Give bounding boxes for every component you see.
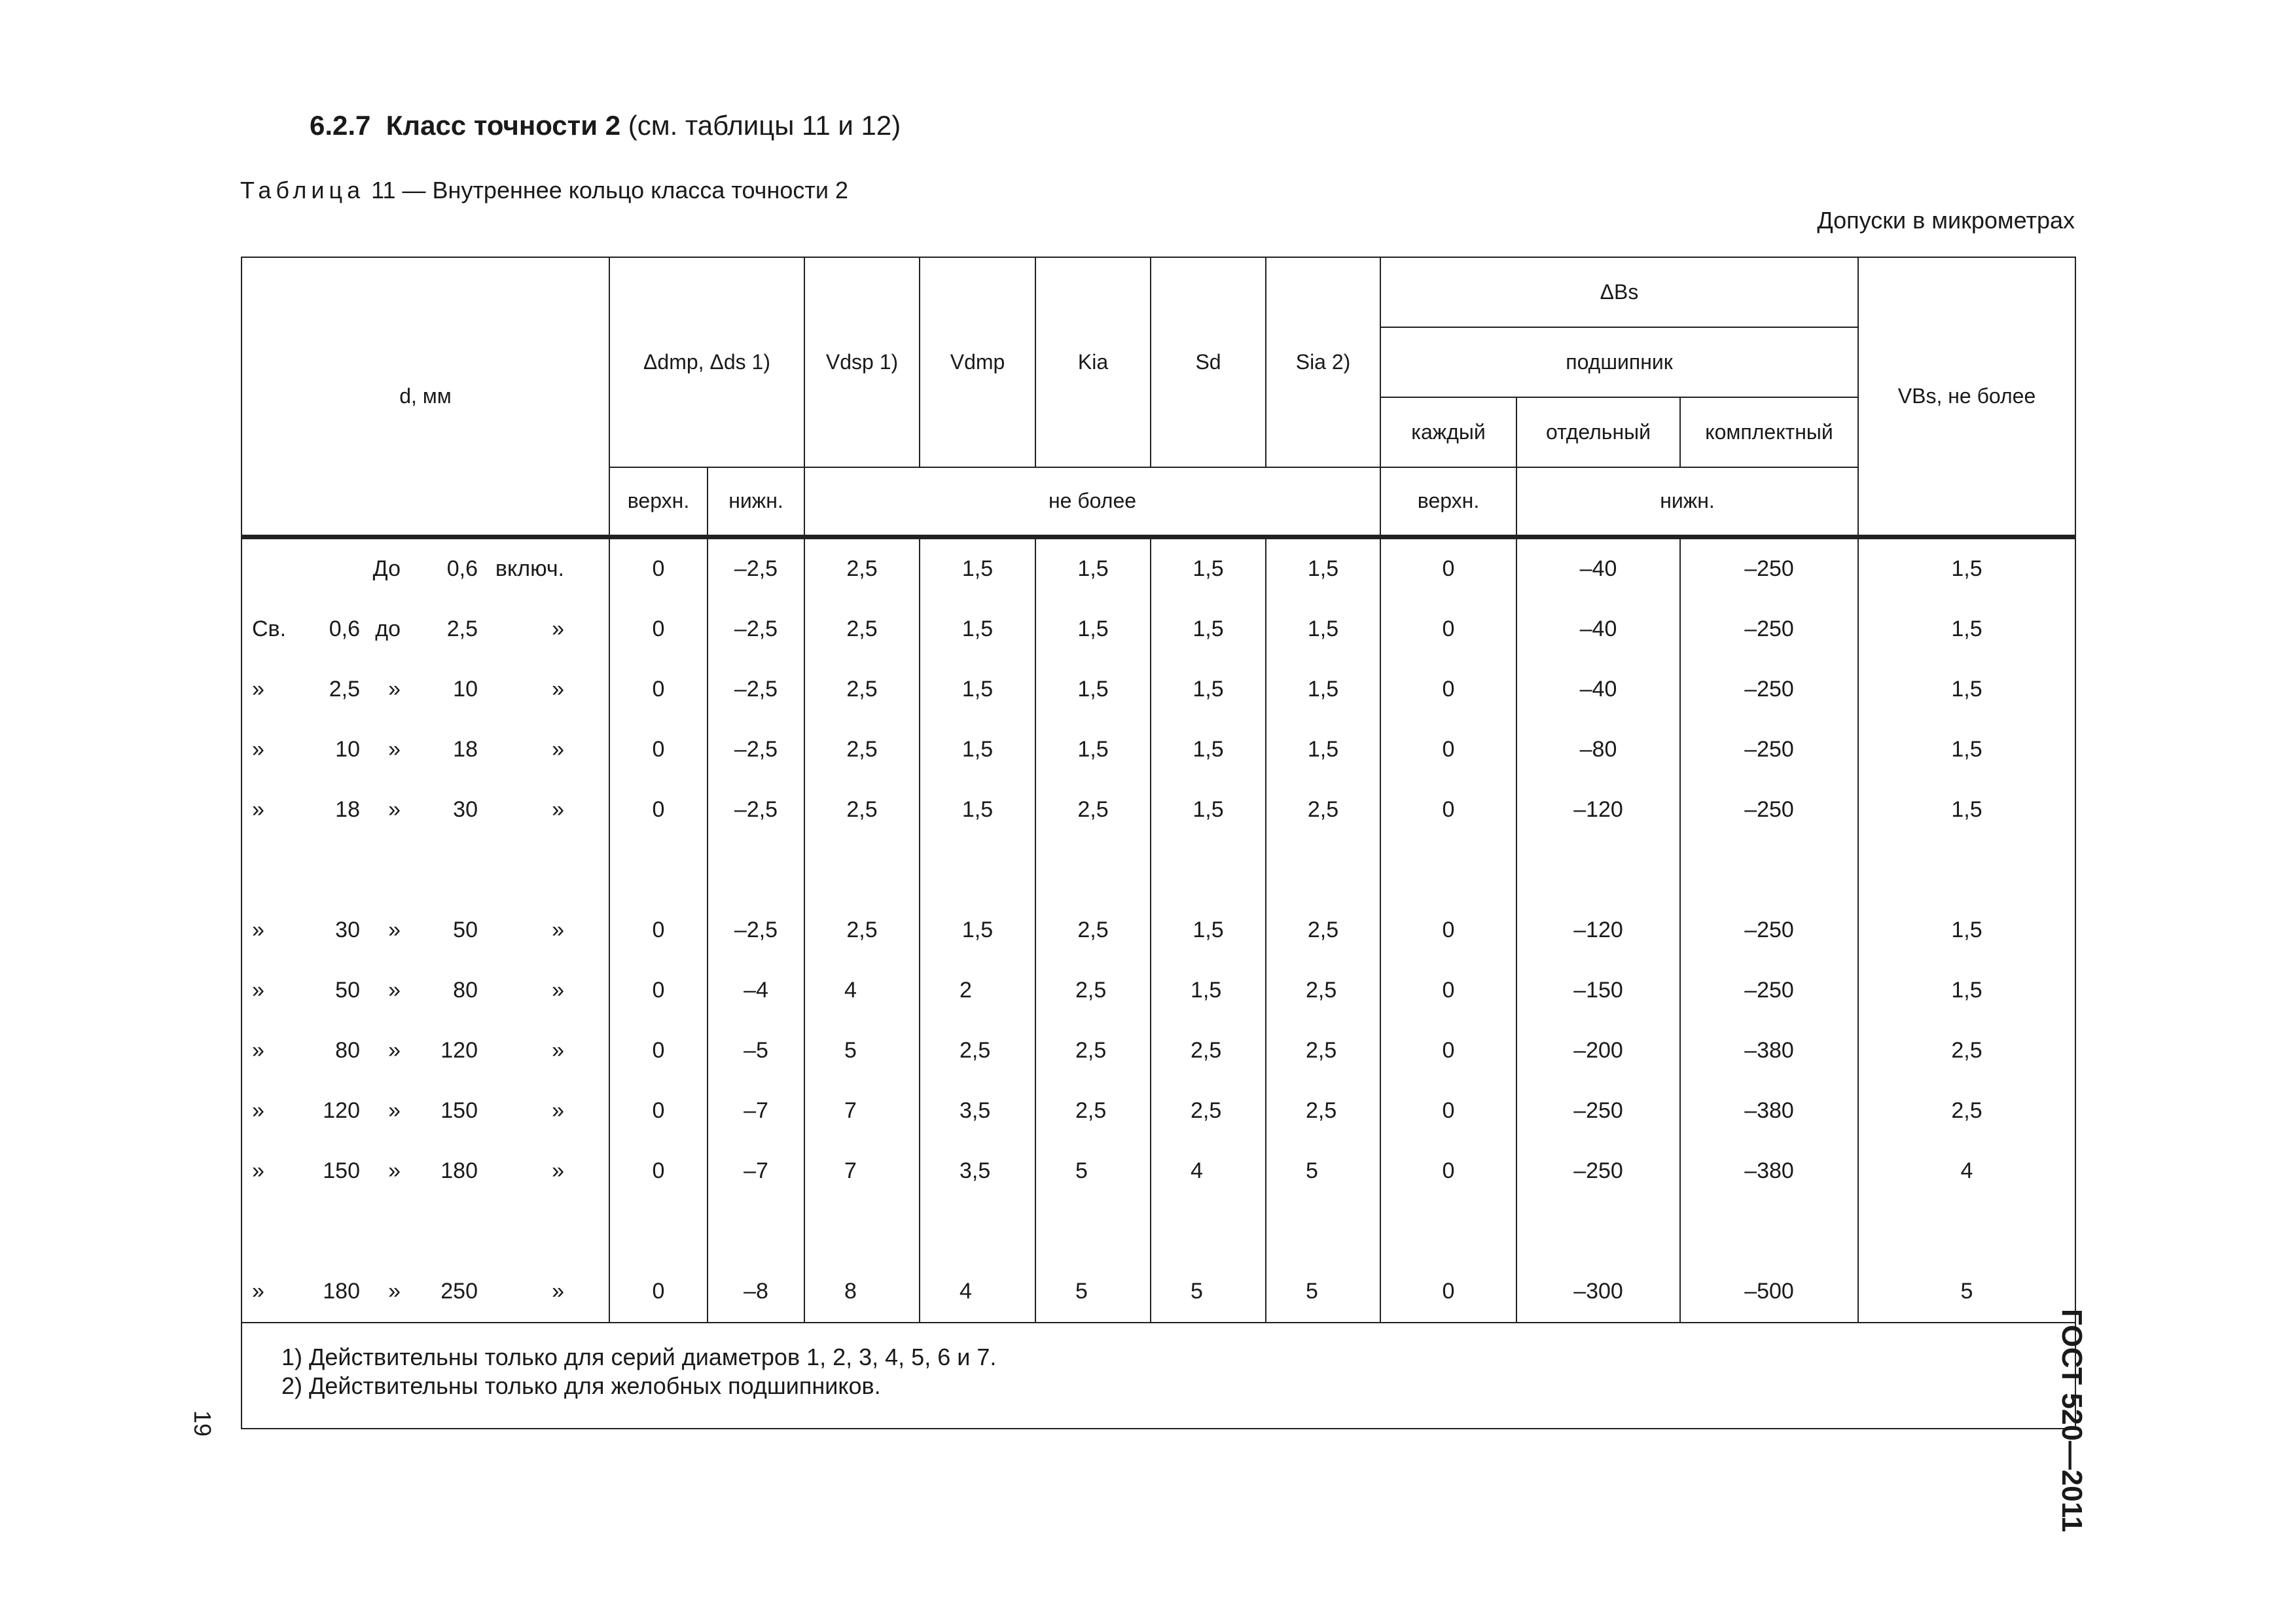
- table-cell: 0: [1380, 720, 1516, 780]
- document-id: ГОСТ 520—2011: [2056, 1309, 2088, 1533]
- diameter-range-part: До: [372, 556, 401, 581]
- table-cell: 1,5: [1858, 901, 2075, 961]
- table-row: [242, 599, 2075, 660]
- diameter-range-part: »: [252, 797, 264, 822]
- table-row: [242, 1262, 2075, 1323]
- table-cell: 0: [609, 1021, 708, 1081]
- tolerance-table: [241, 257, 2076, 1429]
- diameter-range-cell: [242, 660, 609, 720]
- table-cell: 1,5: [920, 660, 1035, 720]
- table-cell: 2,5: [1035, 961, 1151, 1021]
- section-heading: [310, 110, 901, 141]
- table-cell: 2,5: [1266, 780, 1380, 840]
- diameter-range-part: »: [252, 1279, 264, 1304]
- table-cell: 5: [1266, 1262, 1380, 1323]
- table-cell: 5: [1266, 1141, 1380, 1202]
- diameter-range-cell: [242, 780, 609, 840]
- diameter-range-part: »: [388, 918, 401, 942]
- table-cell: –7: [708, 1141, 804, 1202]
- diameter-range-cell: [242, 1021, 609, 1081]
- footnote: 1) Действительны только для серий диаметров 1, 2, 3, 4, 5, 6 и 7.: [281, 1343, 997, 1370]
- diameter-range-part: »: [552, 1038, 564, 1063]
- spacer-row: [242, 840, 2075, 901]
- table-cell: 1,5: [1266, 599, 1380, 660]
- diameter-range-part: 18: [335, 797, 360, 822]
- table-cell: –250: [1680, 660, 1858, 720]
- diameter-range-part: »: [552, 616, 564, 641]
- table-cell: 3,5: [920, 1141, 1035, 1202]
- table-cell: 2: [920, 961, 1035, 1021]
- table-cell: –40: [1516, 599, 1680, 660]
- table-cell: 1,5: [1151, 901, 1266, 961]
- table-cell: 1,5: [920, 901, 1035, 961]
- table-cell: 1,5: [920, 780, 1035, 840]
- table-cell: 1,5: [920, 599, 1035, 660]
- table-cell: 7: [804, 1141, 920, 1202]
- table-cell: –120: [1516, 780, 1680, 840]
- table-row: [242, 1141, 2075, 1202]
- diameter-range-cell: [242, 599, 609, 660]
- table-cell: 4: [804, 961, 920, 1021]
- diameter-range-cell: [242, 901, 609, 961]
- diameter-range-part: »: [552, 797, 564, 822]
- table-cell: 2,5: [1266, 961, 1380, 1021]
- header-single: отдельный: [1516, 397, 1680, 467]
- table-cell: 1,5: [1151, 537, 1266, 599]
- table-cell: 2,5: [804, 720, 920, 780]
- section-title-ref: (см. таблицы 11 и 12): [628, 110, 901, 141]
- diameter-range-part: 0,6: [329, 616, 360, 641]
- table-row: [242, 720, 2075, 780]
- table-cell: 1,5: [1035, 660, 1151, 720]
- table-cell: 2,5: [1858, 1021, 2075, 1081]
- table-cell: –2,5: [708, 660, 804, 720]
- diameter-range-part: 180: [323, 1279, 360, 1304]
- diameter-range-part: 30: [453, 797, 478, 822]
- table-cell: –7: [708, 1081, 804, 1141]
- footnotes-row: [242, 1323, 2075, 1429]
- diameter-range-part: »: [388, 1279, 401, 1304]
- table-cell: 8: [804, 1262, 920, 1323]
- table-cell: 1,5: [1858, 660, 2075, 720]
- diameter-range-part: 10: [453, 677, 478, 702]
- table-cell: 1,5: [920, 720, 1035, 780]
- table-cell: 0: [609, 1141, 708, 1202]
- diameter-range-part: »: [552, 918, 564, 942]
- table-cell: –2,5: [708, 780, 804, 840]
- table-cell: 0: [609, 961, 708, 1021]
- diameter-range-part: »: [252, 1158, 264, 1183]
- table-cell: –500: [1680, 1262, 1858, 1323]
- table-cell: 0: [609, 901, 708, 961]
- table-cell: 0: [1380, 901, 1516, 961]
- table-cell: 4: [1151, 1141, 1266, 1202]
- table-cell: 1,5: [1858, 961, 2075, 1021]
- header-sd: Sd: [1151, 257, 1266, 467]
- diameter-range-part: »: [552, 677, 564, 702]
- table-cell: 0: [1380, 1081, 1516, 1141]
- diameter-range-part: »: [552, 1158, 564, 1183]
- table-cell: –8: [708, 1262, 804, 1323]
- table-cell: 0: [609, 720, 708, 780]
- table-cell: –250: [1680, 599, 1858, 660]
- header-d: d, мм: [242, 257, 609, 537]
- table-cell: 4: [1858, 1141, 2075, 1202]
- diameter-range-part: 180: [440, 1158, 478, 1183]
- diameter-range-part: »: [388, 978, 401, 1003]
- header-lower: нижн.: [708, 467, 804, 537]
- diameter-range-part: »: [552, 978, 564, 1003]
- diameter-range-part: 120: [323, 1098, 360, 1123]
- diameter-range-cell: [242, 1081, 609, 1141]
- table-cell: 2,5: [1266, 1081, 1380, 1141]
- table-cell: –2,5: [708, 720, 804, 780]
- table-cell: 0: [609, 537, 708, 599]
- diameter-range-part: »: [252, 677, 264, 702]
- diameter-range-cell: [242, 537, 609, 599]
- table-cell: 4: [920, 1262, 1035, 1323]
- table-cell: 2,5: [1035, 1081, 1151, 1141]
- table-cell: 2,5: [804, 599, 920, 660]
- diameter-range-part: 150: [440, 1098, 478, 1123]
- diameter-range-part: 250: [440, 1279, 478, 1304]
- table-cell: –250: [1516, 1141, 1680, 1202]
- table-cell: 5: [1035, 1262, 1151, 1323]
- diameter-range-part: 10: [335, 737, 360, 762]
- footnote: 2) Действительны только для желобных подшипников.: [281, 1372, 881, 1399]
- footnotes: [242, 1323, 2075, 1429]
- table-cell: –40: [1516, 660, 1680, 720]
- header-upper: верхн.: [609, 467, 708, 537]
- diameter-range-part: »: [252, 737, 264, 762]
- table-cell: 5: [1151, 1262, 1266, 1323]
- diameter-range-part: »: [388, 1158, 401, 1183]
- table-caption-text: 11 — Внутреннее кольцо класса точности 2: [371, 177, 848, 204]
- header-kia: Kia: [1035, 257, 1151, 467]
- table-cell: –4: [708, 961, 804, 1021]
- diameter-range-part: »: [252, 918, 264, 942]
- diameter-range-part: включ.: [495, 556, 564, 581]
- table-cell: 1,5: [1266, 660, 1380, 720]
- table-cell: 2,5: [1035, 780, 1151, 840]
- table-cell: –150: [1516, 961, 1680, 1021]
- header-complete: комплектный: [1680, 397, 1858, 467]
- table-cell: 0: [609, 599, 708, 660]
- diameter-range-part: 80: [335, 1038, 360, 1063]
- table-row: [242, 1081, 2075, 1141]
- header-vbs: VBs, не более: [1858, 257, 2075, 537]
- page-number: 19: [189, 1410, 216, 1437]
- table-row: [242, 1021, 2075, 1081]
- diameter-range-part: »: [388, 737, 401, 762]
- table-cell: 1,5: [1151, 780, 1266, 840]
- spacer-row: [242, 1202, 2075, 1262]
- diameter-range-part: Св.: [252, 616, 287, 641]
- table-cell: 1,5: [1035, 599, 1151, 660]
- table-cell: 2,5: [804, 537, 920, 599]
- table-cell: 2,5: [804, 901, 920, 961]
- header-bearing: подшипник: [1380, 327, 1858, 397]
- table-cell: 1,5: [1266, 720, 1380, 780]
- table-cell: 2,5: [804, 660, 920, 720]
- header-vdsp: Vdsp 1): [804, 257, 920, 467]
- header-delta-dmp: Δdmp, Δds 1): [609, 257, 804, 467]
- table-cell: 2,5: [1266, 1021, 1380, 1081]
- table-cell: 2,5: [1858, 1081, 2075, 1141]
- diameter-range-part: »: [388, 1038, 401, 1063]
- diameter-range-part: »: [552, 1279, 564, 1304]
- table-cell: –380: [1680, 1081, 1858, 1141]
- diameter-range-cell: [242, 1262, 609, 1323]
- table-cell: –250: [1680, 537, 1858, 599]
- units-note: Допуски в микрометрах: [1817, 207, 2075, 234]
- diameter-range-cell: [242, 720, 609, 780]
- diameter-range-part: 120: [440, 1038, 478, 1063]
- header-lower-2: нижн.: [1516, 467, 1858, 537]
- diameter-range-part: »: [388, 797, 401, 822]
- table-cell: 0: [1380, 1021, 1516, 1081]
- table-cell: –2,5: [708, 901, 804, 961]
- table-cell: –250: [1680, 901, 1858, 961]
- table-cell: 0: [609, 1262, 708, 1323]
- diameter-range-part: до: [375, 616, 401, 641]
- table-cell: 0: [1380, 961, 1516, 1021]
- table-cell: 2,5: [1151, 1081, 1266, 1141]
- diameter-range-cell: [242, 961, 609, 1021]
- header-upper-2: верхн.: [1380, 467, 1516, 537]
- table-cell: 1,5: [1035, 537, 1151, 599]
- table-cell: 2,5: [804, 780, 920, 840]
- table-cell: 2,5: [1266, 901, 1380, 961]
- table-caption-label: Таблица: [240, 177, 365, 204]
- table-cell: 5: [1035, 1141, 1151, 1202]
- table-cell: –120: [1516, 901, 1680, 961]
- table-row: [242, 961, 2075, 1021]
- table-cell: 5: [1858, 1262, 2075, 1323]
- table-cell: 3,5: [920, 1081, 1035, 1141]
- table-row: [242, 780, 2075, 840]
- diameter-range-part: »: [252, 1038, 264, 1063]
- diameter-range-part: 18: [453, 737, 478, 762]
- diameter-range-part: 80: [453, 978, 478, 1003]
- diameter-range-part: 2,5: [446, 616, 478, 641]
- table-cell: 2,5: [920, 1021, 1035, 1081]
- header-vdmp: Vdmp: [920, 257, 1035, 467]
- diameter-range-part: »: [388, 1098, 401, 1123]
- diameter-range-part: 50: [335, 978, 360, 1003]
- header-each: каждый: [1380, 397, 1516, 467]
- diameter-range-part: »: [388, 677, 401, 702]
- table-cell: 1,5: [1858, 720, 2075, 780]
- diameter-range-part: 2,5: [329, 677, 360, 702]
- table-cell: –380: [1680, 1141, 1858, 1202]
- section-title: Класс точности 2: [386, 110, 621, 141]
- table-cell: –2,5: [708, 599, 804, 660]
- table-cell: –250: [1516, 1081, 1680, 1141]
- table-cell: 1,5: [1266, 537, 1380, 599]
- table-cell: 0: [609, 1081, 708, 1141]
- table-cell: 0: [1380, 537, 1516, 599]
- table-cell: 1,5: [1151, 599, 1266, 660]
- table-cell: 2,5: [1151, 1021, 1266, 1081]
- table-cell: 0: [1380, 1141, 1516, 1202]
- table-cell: 2,5: [1035, 1021, 1151, 1081]
- table-row: [242, 660, 2075, 720]
- diameter-range-part: »: [552, 1098, 564, 1123]
- table-cell: –40: [1516, 537, 1680, 599]
- table-cell: –5: [708, 1021, 804, 1081]
- section-number: 6.2.7: [310, 110, 371, 141]
- table-cell: 0: [609, 780, 708, 840]
- table-cell: 1,5: [1035, 720, 1151, 780]
- diameter-range-part: »: [252, 978, 264, 1003]
- table-cell: 0: [1380, 599, 1516, 660]
- header-not-more: не более: [804, 467, 1380, 537]
- diameter-range-part: 0,6: [446, 556, 478, 581]
- diameter-range-part: »: [252, 1098, 264, 1123]
- table-cell: –80: [1516, 720, 1680, 780]
- table-caption: [240, 177, 848, 204]
- table-cell: 0: [1380, 1262, 1516, 1323]
- diameter-range-part: »: [552, 737, 564, 762]
- header-delta-bs: ΔBs: [1380, 257, 1858, 327]
- table-cell: 1,5: [1151, 720, 1266, 780]
- table-cell: 1,5: [1858, 537, 2075, 599]
- table-cell: 1,5: [1151, 961, 1266, 1021]
- table-cell: 1,5: [1858, 780, 2075, 840]
- table-cell: 5: [804, 1021, 920, 1081]
- table-cell: 7: [804, 1081, 920, 1141]
- table-cell: 0: [1380, 660, 1516, 720]
- table-cell: 1,5: [920, 537, 1035, 599]
- table-cell: 0: [609, 660, 708, 720]
- table-cell: 1,5: [1151, 660, 1266, 720]
- table-cell: –2,5: [708, 537, 804, 599]
- table-cell: –250: [1680, 961, 1858, 1021]
- diameter-range-part: 150: [323, 1158, 360, 1183]
- diameter-range-cell: [242, 1141, 609, 1202]
- table-cell: –250: [1680, 720, 1858, 780]
- table-cell: –380: [1680, 1021, 1858, 1081]
- table-row: [242, 901, 2075, 961]
- table-cell: 2,5: [1035, 901, 1151, 961]
- header-sia: Sia 2): [1266, 257, 1380, 467]
- table-cell: –200: [1516, 1021, 1680, 1081]
- table-row: [242, 537, 2075, 599]
- table-cell: 1,5: [1858, 599, 2075, 660]
- table-cell: –300: [1516, 1262, 1680, 1323]
- diameter-range-part: 50: [453, 918, 478, 942]
- table-cell: –250: [1680, 780, 1858, 840]
- table-cell: 0: [1380, 780, 1516, 840]
- diameter-range-part: 30: [335, 918, 360, 942]
